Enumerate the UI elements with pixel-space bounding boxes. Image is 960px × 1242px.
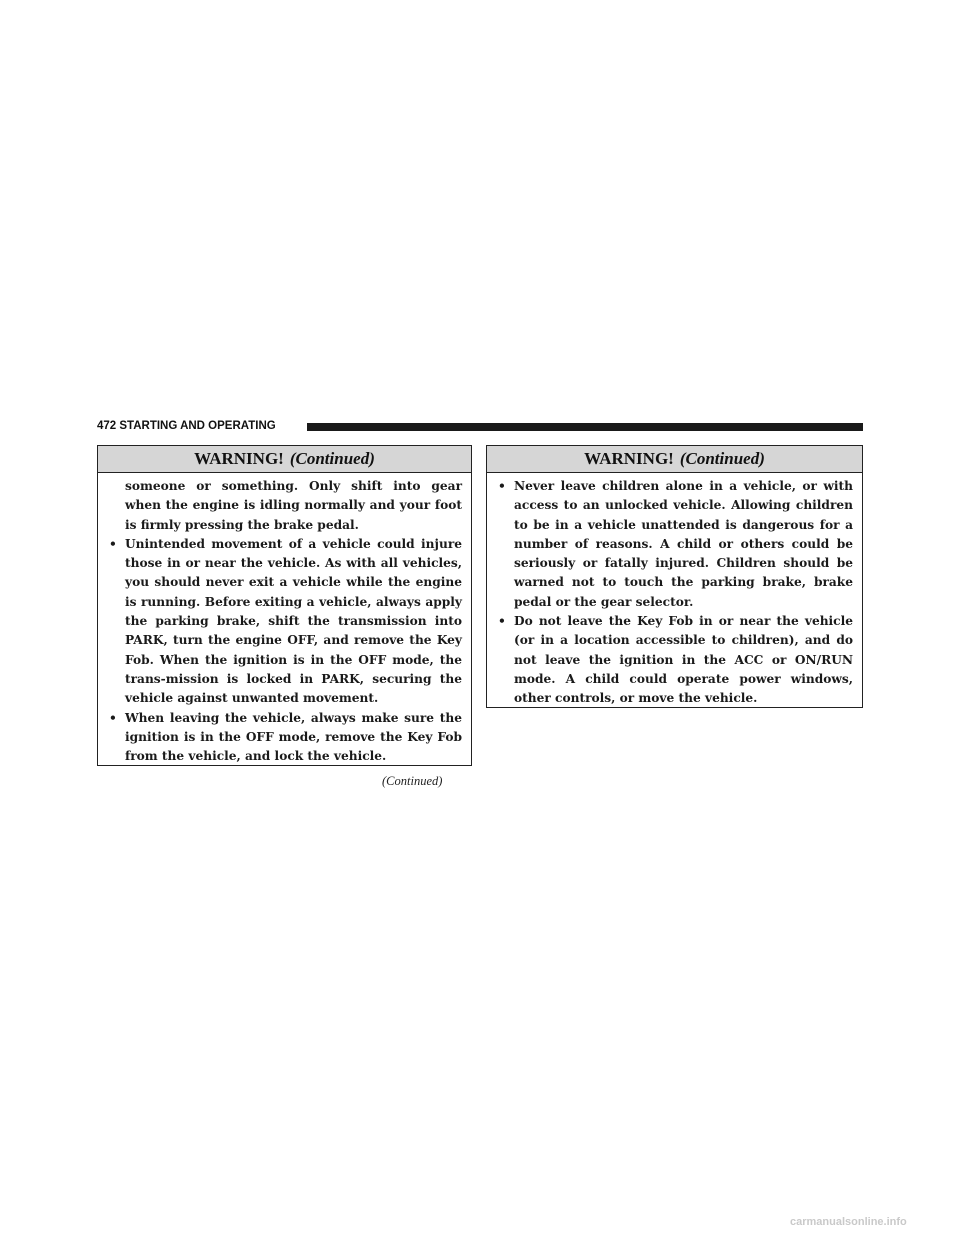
bullet-text: Never leave children alone in a vehicle, or with access to an unlocked vehicle. Allowing children to be in a vehicle unattended is dangerous for a number of reasons. A child or others could be seriously or fatally injured. Children should be warned not to touch the parking brake, brake pedal or the gear selector.	[514, 479, 853, 609]
continued-paragraph: someone or something. Only shift into gear when the engine is idling normally and your foot is firmly pressing the brake pedal.	[125, 479, 462, 532]
warning-title-bar	[98, 446, 471, 473]
warning-body	[98, 473, 471, 766]
header-rule	[307, 423, 863, 431]
warning-bullet	[496, 477, 853, 612]
continued-note: (Continued)	[382, 774, 443, 788]
bullet-icon: •	[109, 710, 117, 725]
warning-body	[487, 473, 862, 709]
warning-title-continued: (Continued)	[289, 449, 375, 468]
bullet-icon: •	[498, 614, 506, 629]
warning-bullet	[107, 709, 462, 767]
warning-box-right	[486, 445, 863, 708]
warning-title: WARNING!	[194, 449, 284, 468]
watermark-logo: carmanualsonline.info	[790, 1216, 907, 1228]
warning-bullet	[496, 612, 853, 708]
warning-title-bar	[487, 446, 862, 473]
warning-box-left	[97, 445, 472, 766]
bullet-text: When leaving the vehicle, always make sure the ignition is in the OFF mode, remove the Key Fob from the vehicle, and lock the vehicle.	[125, 710, 462, 764]
warning-bullet	[107, 535, 462, 709]
page-header	[97, 419, 863, 433]
warning-title: WARNING!	[584, 449, 674, 468]
bullet-icon: •	[498, 479, 506, 493]
page-number-section-label: 472 STARTING AND OPERATING	[97, 420, 276, 432]
warning-title-continued: (Continued)	[679, 449, 765, 468]
bullet-text: Do not leave the Key Fob in or near the vehicle (or in a location accessible to children), and do not leave the ignition in the ACC or ON/RUN mode. A child could operate power windows, other controls, or move the vehicle.	[514, 614, 853, 706]
bullet-text: Unintended movement of a vehicle could injure those in or near the vehicle. As with all vehicles, you should never exit a vehicle while the engine is running. Before exiting a vehicle, always apply the parking brake, shift the transmission into PARK, turn the engine OFF, and remove the Key Fob. When the ignition is in the OFF mode, the trans-mission is locked in PARK, securing the vehicle against unwanted movement.	[125, 536, 462, 706]
bullet-icon: •	[109, 536, 117, 551]
